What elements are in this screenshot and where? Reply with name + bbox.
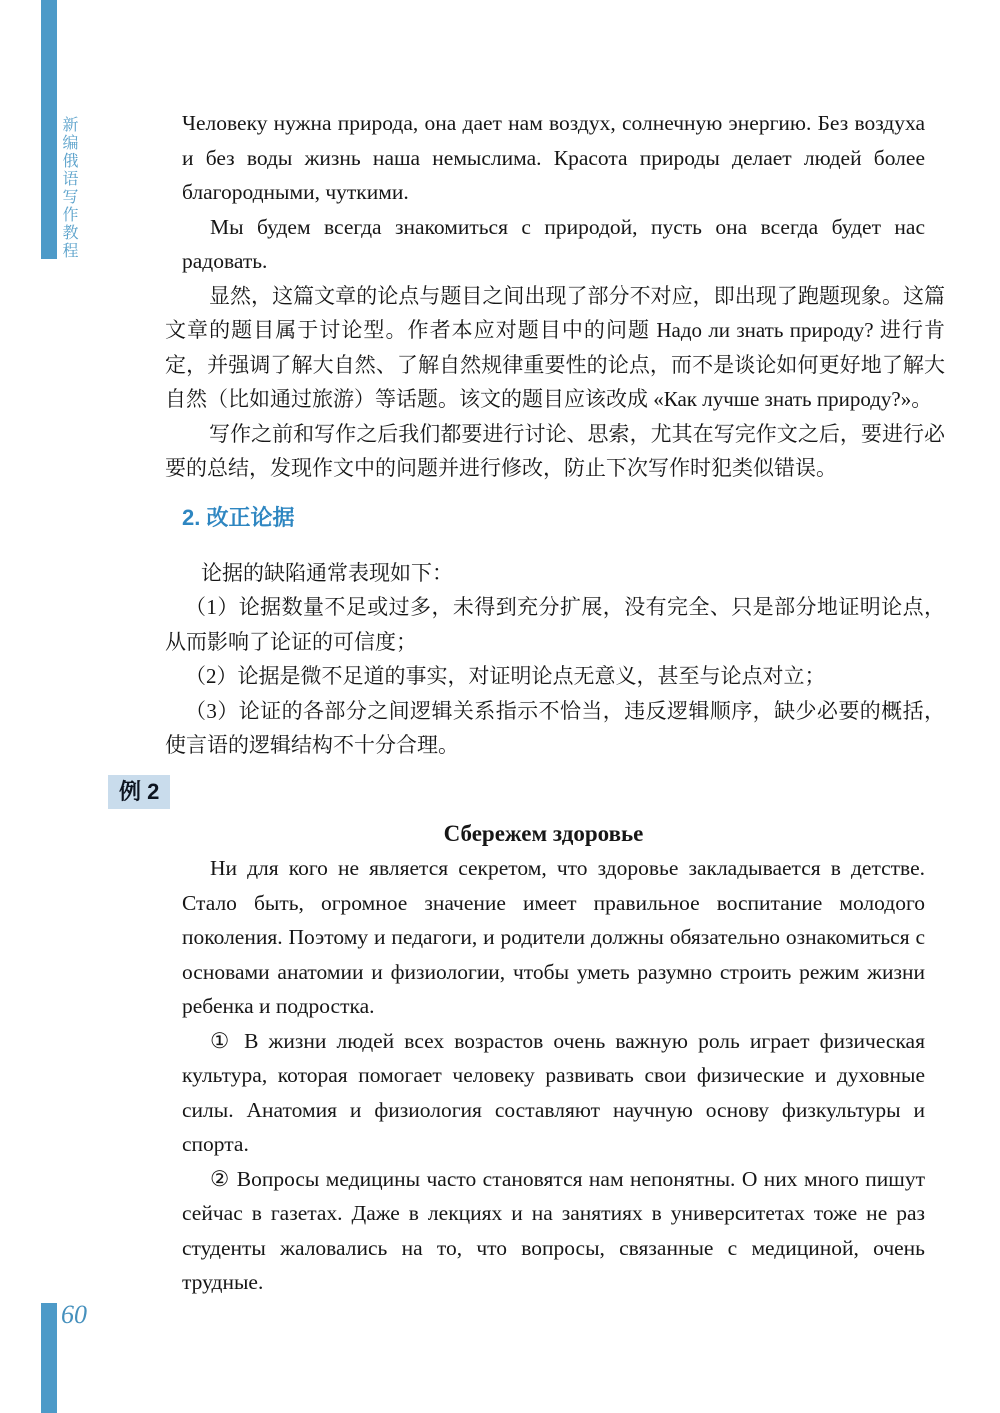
list-item-1: （1）论据数量不足或过多，未得到充分扩展，没有完全、只是部分地证明论点，从而影响了论证的可信度； [165, 595, 945, 654]
example-badge-row [119, 775, 945, 809]
page-number: 60 [61, 1300, 87, 1329]
essay-paragraph-1: Ни для кого не является секретом, что здоровье закладывается в детстве. Стало быть, огромное значение имеет правильное воспитание молодого поколения. Поэтому и педагоги, и родители должны обязательно ознакомиться с основами анатомии и физиологии, чтобы уметь разумно строить режим жизни ребенка и подростка. [182, 856, 925, 1018]
essay-paragraph-3: ② Вопросы медицины часто становятся нам непонятны. О них много пишут сейчас в газетах. Даже в лекциях и на занятиях в университетах тоже не раз студенты жаловались на то, что вопросы, связанные с медициной, очень трудные. [182, 1166, 925, 1294]
essay-title: Сбережем здоровье [443, 820, 644, 846]
sidebar-accent-bar-bottom [41, 1303, 57, 1413]
paragraph-chinese-advice: 写作之前和写作之后我们都要进行讨论、思索，尤其在写完作文之后，要进行必要的总结，发现作文中的问题并进行修改，防止下次写作时犯类似错误。 [165, 421, 945, 480]
page-content [119, 106, 945, 1300]
section-heading: 2. 改正论据 [182, 504, 295, 530]
paragraph-chinese-analysis: 显然，这篇文章的论点与题目之间出现了部分不对应，即出现了跑题现象。这篇文章的题目属于讨论型。作者本应对题目中的问题 Надо ли знать природу? 进行肯定，并强调了解大自然、了解自然规律重要性的论点，而不是谈论如何更好地了解大自然（比如通过旅游）等话题。该文的题目应该改成 «Как лучше знать природу?»。 [165, 283, 945, 411]
list-intro: 论据的缺陷通常表现如下： [201, 560, 453, 585]
paragraph-russian-continuation: Человеку нужна природа, она дает нам воздух, солнечную энергию. Без воздуха и без воды жизнь наша немыслима. Красота природы делает людей более благородными, чуткими. [182, 111, 925, 204]
example-badge: 例 2 [108, 775, 170, 809]
essay-paragraph-2: ① В жизни людей всех возрастов очень важную роль играет физическая культура, которая помогает человеку развивать свои физические и духовные силы. Анатомия и физиология составляют научную основу физкультуры и спорта. [182, 1028, 925, 1156]
sidebar-accent-bar-top [41, 0, 57, 259]
paragraph-russian: Мы будем всегда знакомиться с природой, пусть она всегда будет нас радовать. [182, 214, 925, 273]
list-item-2: （2）论据是微不足道的事实，对证明论点无意义，甚至与论点对立； [185, 664, 826, 688]
list-item-3: （3）论证的各部分之间逻辑关系指示不恰当，违反逻辑顺序，缺少必要的概括，使言语的逻辑结构不十分合理。 [165, 698, 945, 757]
book-title-vertical: 新编俄语写作教程 [60, 116, 77, 260]
